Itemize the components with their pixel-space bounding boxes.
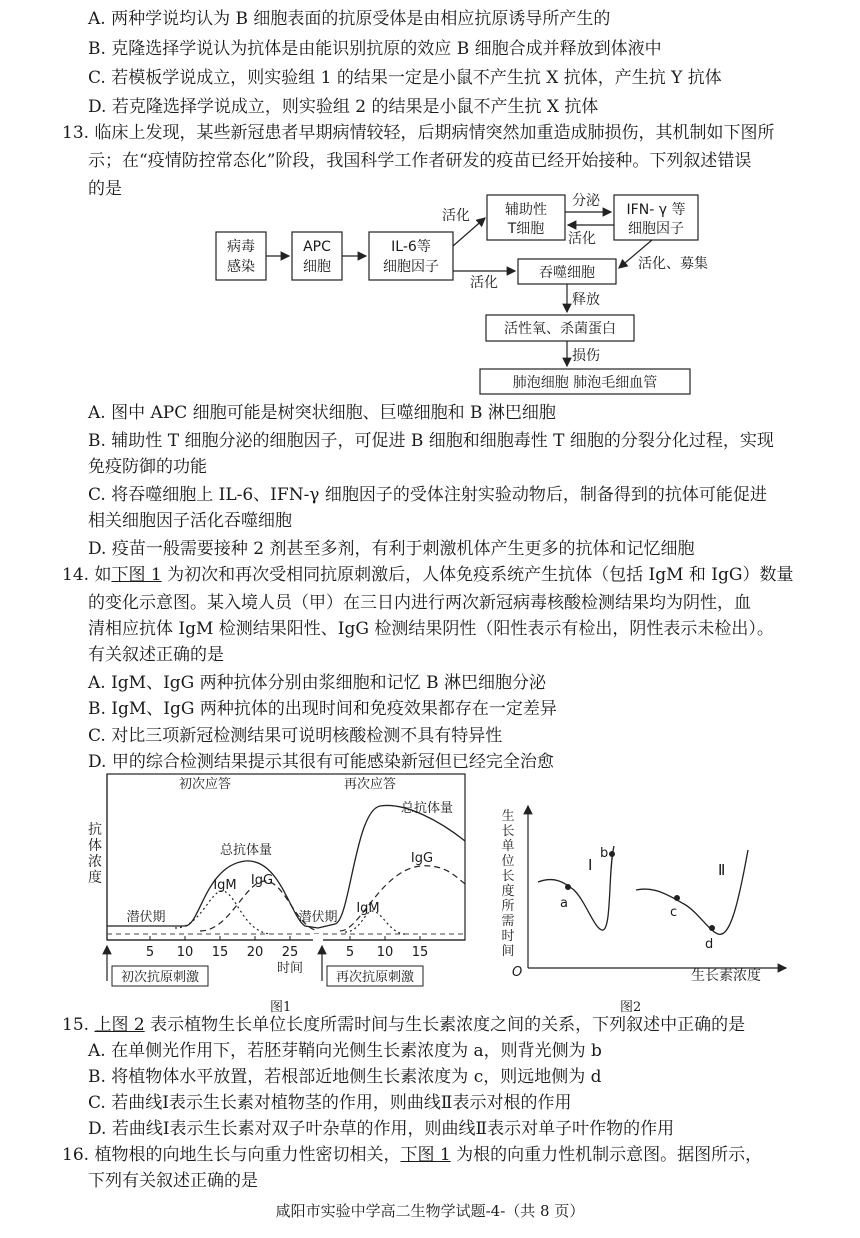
diag-apc-l2: 细胞	[303, 259, 331, 275]
q14-option-d: D. 甲的综合检测结果提示其很有可能感染新冠但已经完全治愈	[88, 752, 554, 772]
fig1-tick-6: 5	[345, 945, 355, 960]
fig2-label-b: b	[600, 846, 609, 861]
fig1-ylabel-1: 抗	[88, 822, 102, 838]
fig2-label-d: d	[705, 937, 714, 952]
fig1-tick-8: 15	[411, 945, 429, 960]
diag-activate-top: 活化	[442, 208, 470, 224]
q13-mechanism-diagram	[0, 188, 860, 398]
fig1-caption: 图1	[270, 1000, 292, 1015]
q15-option-b: B. 将植物体水平放置，若根部近地侧生长素浓度为 c，则远地侧为 d	[88, 1067, 602, 1087]
fig2-ylabel-7: 所	[501, 899, 515, 914]
q12-option-a: A. 两种学说均认为 B 细胞表面的抗原受体是由相应抗原诱导所产生的	[88, 9, 611, 29]
fig2-ylabel-1: 生	[501, 809, 515, 824]
q14-stem-line3: 清相应抗体 IgM 检测结果阳性、IgG 检测结果阴性（阳性表示有检出，阴性表示未检出）。	[88, 619, 774, 639]
q12-option-b: B. 克隆选择学说认为抗体是由能识别抗原的效应 B 细胞合成并释放到体液中	[88, 39, 662, 59]
fig1-stim2: 再次抗原刺激	[335, 970, 415, 985]
fig2-point-c	[674, 895, 680, 901]
q16-stem-prefix: 16. 植物根的向地生长与向重力性密切相关，	[62, 1145, 401, 1165]
fig2-label-curve2: Ⅱ	[718, 861, 726, 879]
diag-il6-l1: IL-6等	[391, 239, 431, 255]
fig1-label-igm2: IgM	[356, 901, 380, 916]
q13-option-d: D. 疫苗一般需要接种 2 剂甚至多剂，有利于刺激机体产生更多的抗体和记忆细胞	[88, 539, 695, 559]
q13-stem-line2: 示；在“疫情防控常态化”阶段，我国科学工作者研发的疫苗已经开始接种。下列叙述错误	[88, 151, 752, 171]
fig1-stim1: 初次抗原刺激	[120, 970, 200, 985]
diag-il6-l2: 细胞因子	[383, 259, 439, 275]
fig2-ylabel-8: 需	[501, 914, 515, 929]
fig2-point-b	[609, 851, 615, 857]
fig1-secondary-total-curve	[318, 805, 465, 928]
q14-stem-suffix: 为初次和再次受相同抗原刺激后，人体免疫系统产生抗体（包括 IgM 和 IgG）数量	[161, 565, 794, 585]
fig1-label-latent2: 潜伏期	[298, 910, 338, 925]
q14-stem-prefix: 14. 如	[62, 565, 112, 585]
fig1-label-latent1: 潜伏期	[126, 910, 166, 925]
q16-stem-line2: 下列有关叙述正确的是	[88, 1171, 258, 1191]
q16-stem-line1	[62, 1144, 762, 1166]
q12-option-d: D. 若克隆选择学说成立，则实验组 2 的结果是小鼠不产生抗 X 抗体	[88, 97, 599, 117]
fig2-origin: O	[512, 965, 523, 980]
q13-option-a: A. 图中 APC 细胞可能是树突状细胞、巨噬细胞和 B 淋巴细胞	[88, 403, 556, 423]
q14-stem-line4: 有关叙述正确的是	[88, 645, 224, 665]
fig2-point-a	[565, 884, 571, 890]
fig1-secondary-igg-curve	[340, 866, 465, 931]
diag-damage: 损伤	[572, 348, 600, 364]
figure-2-auxin-response	[486, 800, 806, 990]
q16-figure-ref: 下图 1	[400, 1145, 451, 1165]
diag-ifn-l1: IFN- γ 等	[626, 202, 686, 218]
fig1-tick-1: 5	[145, 945, 155, 960]
diag-th-l1: 辅助性	[505, 202, 547, 218]
fig1-tick-2: 10	[176, 945, 194, 960]
diag-secrete: 分泌	[572, 193, 600, 209]
fig1-tick-3: 15	[211, 945, 229, 960]
fig1-tick-5: 25	[281, 945, 299, 960]
q15-figure-ref: 上图 2	[94, 1015, 145, 1035]
diag-th-l2: T细胞	[507, 221, 545, 237]
fig2-ylabel-2: 长	[501, 824, 515, 839]
q15-option-d: D. 若曲线Ⅰ表示生长素对双子叶杂草的作用，则曲线Ⅱ表示对单子叶作物的作用	[88, 1119, 675, 1139]
diag-ros: 活性氧、杀菌蛋白	[504, 321, 616, 337]
q14-stem-line2: 的变化示意图。某入境人员（甲）在三日内进行两次新冠病毒核酸检测结果均为阴性，血	[88, 593, 751, 613]
fig2-label-a: a	[560, 896, 568, 911]
fig2-ylabel-4: 位	[501, 854, 515, 869]
fig1-label-total1: 总抗体量	[219, 843, 273, 858]
fig1-label-total2: 总抗体量	[400, 801, 454, 816]
q13-stem-line3: 的是	[88, 179, 122, 199]
q15-option-c: C. 若曲线Ⅰ表示生长素对植物茎的作用，则曲线Ⅱ表示对根的作用	[88, 1093, 572, 1113]
q15-option-a: A. 在单侧光作用下，若胚芽鞘向光侧生长素浓度为 a，则背光侧为 b	[88, 1041, 602, 1061]
fig1-ylabel-2: 体	[88, 838, 102, 854]
fig1-tick-7: 10	[376, 945, 394, 960]
diag-lung: 肺泡细胞 肺泡毛细血管	[512, 375, 658, 391]
fig2-ylabel-9: 时	[501, 929, 515, 944]
fig2-ylabel-10: 间	[501, 944, 515, 959]
fig1-label-primary: 初次应答	[178, 777, 232, 792]
q13-option-b-line2: 免疫防御的功能	[88, 457, 207, 477]
diag-release: 释放	[572, 292, 600, 308]
fig1-label-igg1: IgG	[250, 873, 274, 888]
page-footer: 咸阳市实验中学高二生物学试题-4-（共 8 页）	[275, 1202, 585, 1220]
diag-activate-recruit: 活化、募集	[638, 256, 708, 272]
q13-option-b-line1: B. 辅助性 T 细胞分泌的细胞因子，可促进 B 细胞和细胞毒性 T 细胞的分裂分化过程，实现	[88, 431, 774, 451]
diag-activate-mid: 活化	[568, 231, 596, 247]
diag-ifn-l2: 细胞因子	[628, 221, 684, 237]
fig2-x-label: 生长素浓度	[691, 968, 761, 984]
diag-macrophage: 吞噬细胞	[539, 265, 595, 281]
fig1-primary-igm-curve	[175, 891, 270, 934]
fig1-label-secondary: 再次应答	[343, 777, 397, 792]
q13-stem-line1: 13. 临床上发现，某些新冠患者早期病情较轻，后期病情突然加重造成肺损伤，其机制如下图所	[62, 123, 775, 143]
fig2-curve-2	[636, 850, 748, 934]
fig2-ylabel-6: 度	[501, 884, 515, 899]
q15-stem-prefix: 15.	[62, 1015, 95, 1035]
q13-option-c-line2: 相关细胞因子活化吞噬细胞	[88, 511, 292, 531]
diag-apc-l1: APC	[303, 239, 331, 255]
fig1-label-igg2: IgG	[410, 851, 434, 866]
fig1-ylabel-3: 浓	[88, 854, 102, 870]
fig1-x-label: 时间	[276, 961, 304, 976]
diag-virus-l2: 感染	[227, 259, 255, 275]
q15-stem-suffix: 表示植物生长单位长度所需时间与生长素浓度之间的关系，下列叙述中正确的是	[144, 1015, 746, 1035]
q12-option-c: C. 若模板学说成立，则实验组 1 的结果一定是小鼠不产生抗 X 抗体，产生抗 Y 抗体	[88, 68, 722, 88]
fig2-point-d	[709, 925, 715, 931]
fig2-label-curve1: Ⅰ	[588, 856, 593, 874]
q14-stem-line1	[62, 564, 793, 586]
q14-option-a: A. IgM、IgG 两种抗体分别由浆细胞和记忆 B 淋巴细胞分泌	[88, 673, 546, 693]
fig1-ylabel-4: 度	[88, 870, 102, 886]
q14-option-b: B. IgM、IgG 两种抗体的出现时间和免疫效果都存在一定差异	[88, 699, 557, 719]
q15-stem	[62, 1014, 745, 1036]
fig2-label-c: c	[670, 905, 678, 920]
figure-1-antibody-response	[0, 766, 480, 996]
fig1-label-igm1: IgM	[213, 878, 237, 893]
q13-option-c-line1: C. 将吞噬细胞上 IL-6、IFN-γ 细胞因子的受体注射实验动物后，制备得到的抗体可能促进	[88, 485, 767, 505]
fig2-ylabel-5: 长	[501, 869, 515, 884]
fig2-ylabel-3: 单	[501, 839, 515, 854]
diag-virus-l1: 病毒	[227, 239, 255, 255]
diag-activate-low: 活化	[470, 275, 498, 291]
q14-option-c: C. 对比三项新冠检测结果可说明核酸检测不具有特异性	[88, 726, 503, 746]
fig1-tick-4: 20	[246, 945, 264, 960]
fig2-caption: 图2	[620, 1000, 642, 1015]
q14-figure-ref: 下图 1	[111, 565, 162, 585]
q16-stem-suffix: 为根的向重力性机制示意图。据图所示，	[450, 1145, 763, 1165]
